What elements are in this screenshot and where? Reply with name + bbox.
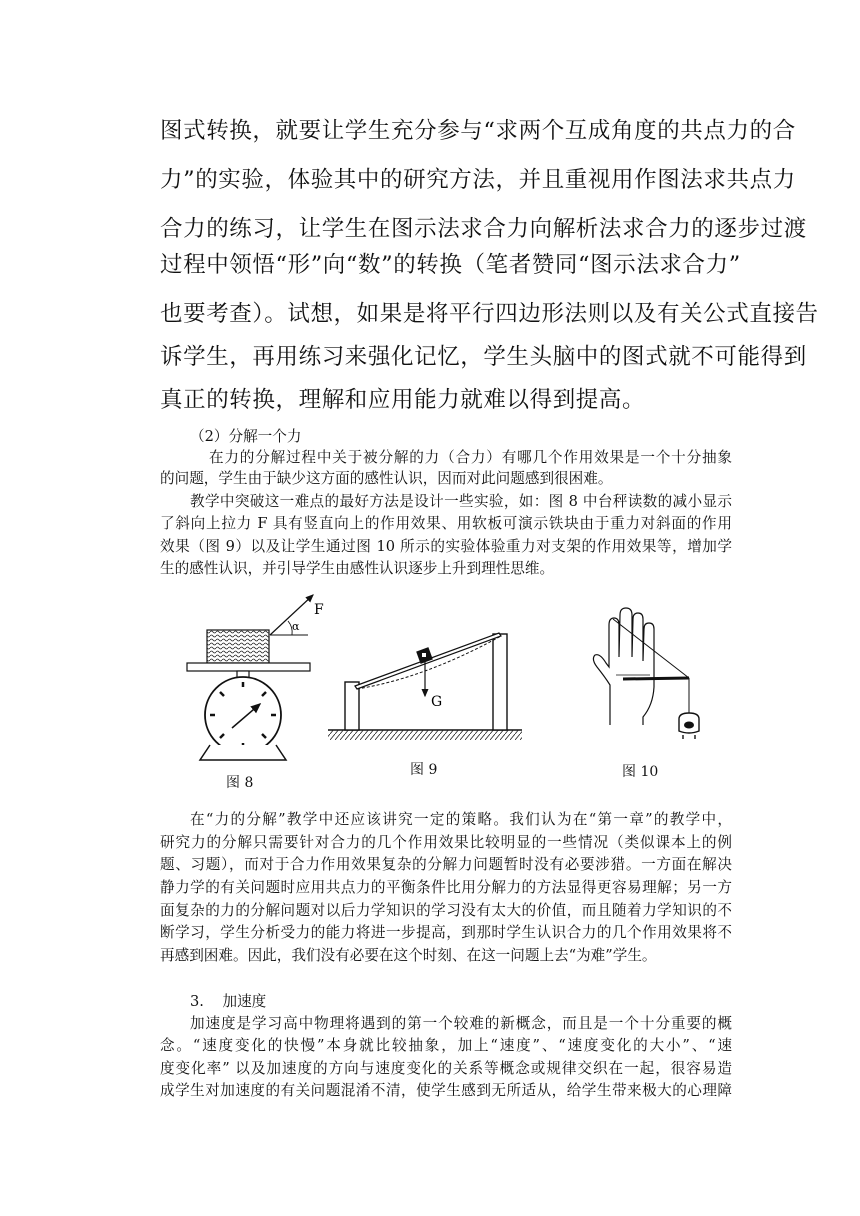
body-line: 断学习，学生分析受力的能力将进一步提高，到那时学生认识合力的几个作用效果将不 xyxy=(160,924,732,941)
label-F: F xyxy=(314,602,324,618)
body-line: 成学生对加速度的有关问题混淆不清，使学生感到无所适从，给学生带来极大的心理障 xyxy=(160,1082,732,1099)
body-line: 教学中突破这一难点的最好方法是设计一些实验，如：图 8 中台秤读数的减小显示 xyxy=(190,493,732,510)
figure-8-caption: 图 8 xyxy=(226,775,254,791)
body-line: 念。“速度变化的快慢”本身就比较抽象，加上“速度”、“速度变化的大小”、“速 xyxy=(160,1037,732,1054)
figure-10-caption: 图 10 xyxy=(622,764,659,780)
body-line: 合力的练习，让学生在图示法求合力向解析法求合力的逐步过渡 xyxy=(160,216,807,242)
figure-9-caption: 图 9 xyxy=(410,762,438,778)
body-line: 图式转换，就要让学生充分参与“求两个互成角度的共点力的合 xyxy=(160,118,796,144)
body-line: 诉学生，再用练习来强化记忆，学生头脑中的图式就不可能得到 xyxy=(160,344,807,370)
figure-8-scale xyxy=(180,590,330,765)
body-line: 面复杂的力的分解问题对以后力学知识的学习没有太大的价值，而且随着力学知识的不 xyxy=(160,902,732,919)
body-line: 研究力的分解只需要针对合力的几个作用效果比较明显的一些情况（类似课本上的例 xyxy=(160,834,732,851)
label-G: G xyxy=(431,694,443,710)
label-alpha: α xyxy=(292,620,300,633)
body-line: 在力的分解过程中关于被分解的力（合力）有哪几个作用效果是一个十分抽象 xyxy=(209,449,732,466)
body-line: 在“力的分解”教学中还应该讲究一定的策略。我们认为在“第一章”的教学中， xyxy=(190,811,732,828)
body-line: 过程中领悟“形”向“数”的转换（笔者赞同“图示法求合力” xyxy=(160,252,741,278)
figure-9-incline xyxy=(325,620,525,748)
body-line: 力”的实验，体验其中的研究方法，并且重视用作图法求共点力 xyxy=(160,167,796,193)
subheading: （2）分解一个力 xyxy=(190,428,302,445)
section-heading: 3. 加速度 xyxy=(190,993,267,1010)
figure-10-hand xyxy=(575,605,715,750)
body-line: 也要考查）。试想，如果是将平行四边形法则以及有关公式直接告 xyxy=(160,301,819,327)
body-line: 度变化率” 以及加速度的方向与速度变化的关系等概念或规律交织在一起，很容易造 xyxy=(160,1060,732,1077)
body-line: 效果（图 9）以及让学生通过图 10 所示的实验体验重力对支架的作用效果等，增加学 xyxy=(160,538,732,555)
body-line: 的问题，学生由于缺少这方面的感性认识，因而对此问题感到很困难。 xyxy=(160,470,613,487)
body-line: 了斜向上拉力 F 具有竖直向上的作用效果、用软板可演示铁块由于重力对斜面的作用 xyxy=(160,515,732,532)
body-line: 生的感性认识，并引导学生由感性认识逐步上升到理性思维。 xyxy=(160,560,555,577)
body-line: 加速度是学习高中物理将遇到的第一个较难的新概念，而且是一个十分重要的概 xyxy=(190,1015,732,1032)
body-line: 静力学的有关问题时应用共点力的平衡条件比用分解力的方法显得更容易理解；另一方 xyxy=(160,879,732,896)
body-line: 题、习题），而对于合力作用效果复杂的分解力问题暂时没有必要涉猎。一方面在解决 xyxy=(160,856,732,873)
body-line: 真正的转换，理解和应用能力就难以得到提高。 xyxy=(160,387,646,413)
body-line: 再感到困难。因此，我们没有必要在这个时刻、在这一问题上去“为难”学生。 xyxy=(160,947,657,964)
